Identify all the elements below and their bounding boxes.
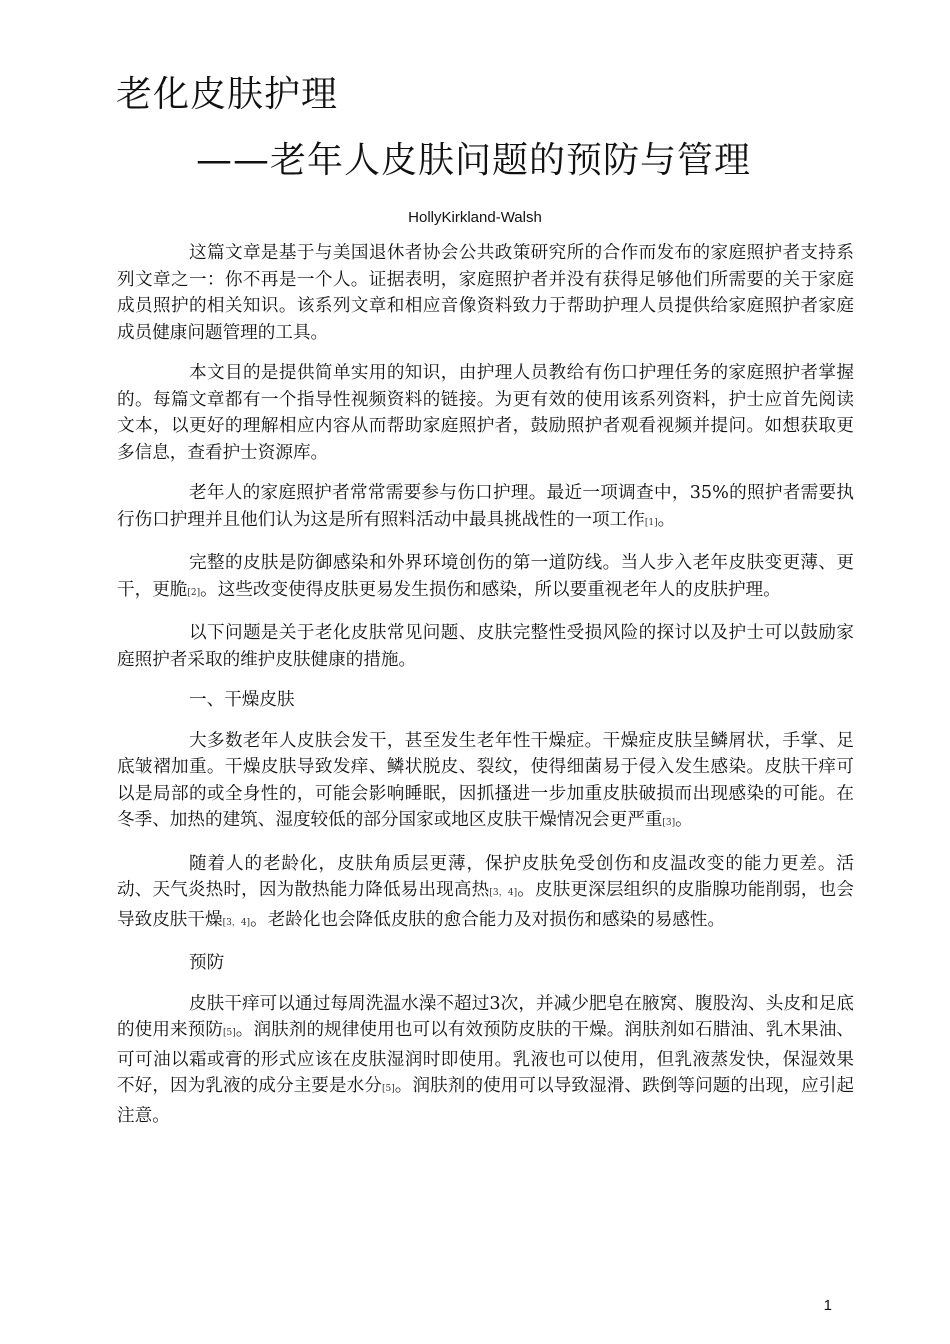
paragraph: 老年人的家庭照护者常常需要参与伤口护理。最近一项调查中，35%的照护者需要执行伤口护理并且他们认为这是所有照料活动中最具挑战性的一项工作[1]。 (117, 483, 854, 530)
paragraph: 这篇文章是基于与美国退休者协会公共政策研究所的合作而发布的家庭照护者支持系列文章之一：你不再是一个人。证据表明，家庭照护者并没有获得足够他们所需要的关于家庭成员照护的相关知识。该系列文章和相应音像资料致力于帮助护理人员提供给家庭照护者家庭成员健康问题管理的工具。 (117, 243, 854, 343)
article-body (117, 240, 854, 1143)
section-heading: 一、干燥皮肤 (189, 690, 295, 710)
citation: [1] (644, 517, 658, 528)
subsection-heading: 预防 (189, 953, 225, 973)
paragraph: 随着人的老龄化，皮肤角质层更薄，保护皮肤免受创伤和皮温改变的能力更差。活动、天气炎热时，因为散热能力降低易出现高热[3，4]。皮肤更深层组织的皮脂腺功能削弱，也会导致皮肤干燥[3，4]。老龄化也会降低皮肤的愈合能力及对损伤和感染的易感性。 (117, 853, 854, 930)
paragraph: 以下问题是关于老化皮肤常见问题、皮肤完整性受损风险的探讨以及护士可以鼓励家庭照护者采取的维护皮肤健康的措施。 (117, 623, 854, 670)
page-subtitle: ——老年人皮肤问题的预防与管理 (196, 140, 752, 181)
paragraph: 皮肤干痒可以通过每周洗温水澡不超过3次，并减少肥皂在腋窝、腹股沟、头皮和足底的使用来预防[5]。润肤剂的规律使用也可以有效预防皮肤的干燥。润肤剂如石腊油、乳木果油、可可油以霜或膏的形式应该在皮肤湿润时即使用。乳液也可以使用，但乳液蒸发快，保湿效果不好，因为乳液的成分主要是水分[5]。润肤剂的使用可以导致湿滑、跌倒等问题的出现，应引起注意。 (117, 993, 854, 1126)
citation: [5] (381, 1084, 395, 1094)
author-name: HollyKirkland-Walsh (408, 209, 542, 226)
citation: [3，4] (222, 917, 251, 928)
citation: [3] (662, 818, 676, 828)
paragraph: 本文目的是提供简单实用的知识，由护理人员教给有伤口护理任务的家庭照护者掌握的。每篇文章都有一个指导性视频资料的链接。为更有效的使用该系列资料，护士应首先阅读文本，以更好的理解相应内容从而帮助家庭照护者，鼓励照护者观看视频并提问。如想获取更多信息，查看护士资源库。 (117, 363, 854, 463)
page-number: 1 (823, 1297, 832, 1314)
paragraph: 大多数老年人皮肤会发干，甚至发生老年性干燥症。干燥症皮肤呈鳞屑状，手掌、足底皱褶加重。干燥皮肤导致发痒、鳞状脱皮、裂纹，使得细菌易于侵入发生感染。皮肤干痒可以是局部的或全身性的，可能会影响睡眠，因抓搔进一步加重皮肤破损而出现感染的可能。在冬季、加热的建筑、湿度较低的部分国家或地区皮肤干燥情况会更严重[3]。 (117, 730, 854, 830)
paragraph: 完整的皮肤是防御感染和外界环境创伤的第一道防线。当人步入老年皮肤变更薄、更干，更脆[2]。这些改变使得皮肤更易发生损伤和感染，所以要重视老年人的皮肤护理。 (117, 553, 854, 600)
page-title: 老化皮肤护理 (116, 74, 339, 115)
citation: [5] (222, 1028, 236, 1038)
citation: [2] (187, 587, 201, 598)
citation: [3，4] (489, 888, 518, 898)
